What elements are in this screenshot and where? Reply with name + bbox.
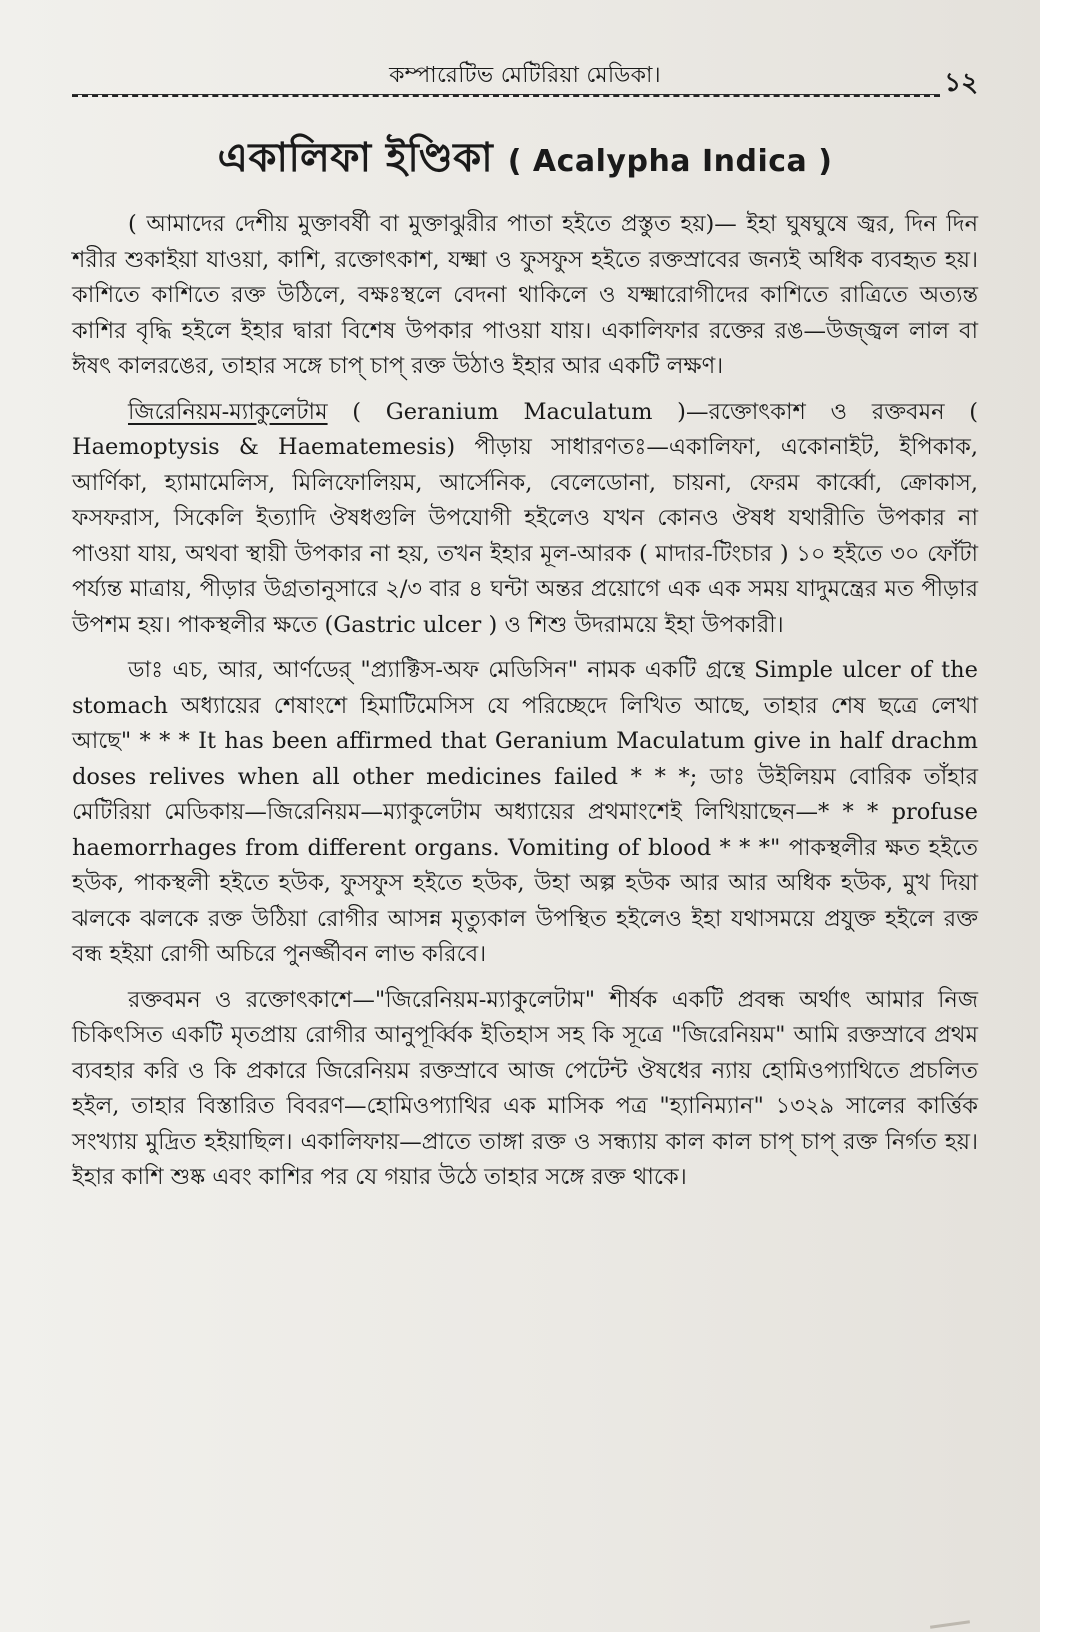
section-heading: [72, 126, 978, 193]
paragraph-text: ( Geranium Maculatum )—রক্তোৎকাশ ও রক্তবমন ( Haemoptysis & Haematemesis) পীড়ায় সাধারণতঃ—একালিফা, একোনাইট, ইপিকাক, আর্ণিকা, হ্যামামেলিস, মিলিফোলিয়ম, আর্সেনিক, বেলেডোনা, চায়না, ফেরম কার্ব্বো, ক্রোকাস, ফসফরাস, সিকেলি ইত্যাদি ঔষধগুলি উপযোগী হইলেও যখন কোনও ঔষধ যথারীতি উপকার না পাওয়া যায়, অথবা স্থায়ী উপকার না হয়, তখন ইহার মূল-আরক ( মাদার-টিংচার ) ১০ হইতে ৩০ ফোঁটা পর্য্যন্ত মাত্রায়, পীড়ার উগ্রতানুসারে ২/৩ বার ৪ ঘন্টা অন্তর প্রয়োগে এক এক সময় যাদুমন্ত্রের মত পীড়ার উপশম হয়। পাকস্থলীর ক্ষতে (Gastric ulcer ) ও শিশু উদরাময়ে ইহা উপকারী।: [72, 398, 978, 638]
section-title-bengali: একালিফা ইণ্ডিকা: [217, 134, 494, 181]
page-number: ১২: [944, 68, 978, 98]
running-title: কম্পারেটিভ মেটিরিয়া মেডিকা।: [389, 63, 661, 88]
paragraph-text: ( আমাদের দেশীয় মুক্তাবর্ষী বা মুক্তাঝুরীর পাতা হইতে প্রস্তুত হয়)— ইহা ঘুষঘুষে জ্বর, দিন দিন শরীর শুকাইয়া যাওয়া, কাশি, রক্তোৎকাশ, যক্ষ্মা ও ফুসফুস হইতে রক্তস্রাবের জন্যই অধিক ব্যবহৃত হয়। কাশিতে কাশিতে রক্ত উঠিলে, বক্ষঃস্থলে বেদনা থাকিলে ও যক্ষ্মারোগীদের কাশিতে রাত্রিতে অত্যন্ত কাশির বৃদ্ধি হইলে ইহার দ্বারা বিশেষ উপকার পাওয়া যায়। একালিফার রক্তের রঙ—উজ্জ্বল লাল বা ঈষৎ কালরঙের, তাহার সঙ্গে চাপ্ চাপ্ রক্ত উঠাও ইহার আর একটি লক্ষণ।: [72, 211, 978, 379]
paragraph-citations: [72, 653, 978, 973]
page-body: [72, 120, 978, 1206]
header-dashed-rule: [72, 95, 940, 97]
paragraph-text: ডাঃ এচ, আর, আর্ণডের্ "প্র্যাক্টিস-অফ মেডিসিন" নামক একটি গ্রন্থে Simple ulcer of the stomach অধ্যায়ের শেষাংশে হিমাটিমেসিস যে পরিচ্ছেদে লিখিত আছে, তাহার শেষ ছত্রে লেখা আছে" * * * It has been affirmed that Geranium Maculatum give in half drachm doses relives when all other medicines failed * * *; ডাঃ উইলিয়ম বোরিক তাঁহার মেটিরিয়া মেডিকায়—জিরেনিয়ম—ম্যাকুলেটাম অধ্যায়ের প্রথমাংশেই লিখিয়াছেন—* * * profuse haemorrhages from different organs. Vomiting of blood * * *" পাকস্থলীর ক্ষত হইতে হউক, পাকস্থলী হইতে হউক, ফুসফুস হইতে হউক, উহা অল্প হউক আর আর অধিক হউক, মুখ দিয়া ঝলকে ঝলকে রক্ত উঠিয়া রোগীর আসন্ন মৃত্যুকাল উপস্থিত হইলেও ইহা যথাসময়ে প্রযুক্ত হইলে রক্ত বন্ধ হইয়া রোগী অচিরে পুনর্জ্জীবন লাভ করিবে।: [72, 657, 978, 967]
paragraph-text: রক্তবমন ও রক্তোৎকাশে—"জিরেনিয়ম-ম্যাকুলেটাম" শীর্ষক একটি প্রবন্ধ অর্থাৎ আমার নিজ চিকিৎসিত একটি মৃতপ্রায় রোগীর আনুপূর্ব্বিক ইতিহাস সহ কি সূত্রে "জিরেনিয়ম" আমি রক্তস্রাবে প্রথম ব্যবহার করি ও কি প্রকারে জিরেনিয়ম রক্তস্রাবে আজ পেটেন্ট ঔষধের ন্যায় হোমিওপ্যাথিতে প্রচলিত হইল, তাহার বিস্তারিত বিবরণ—হোমিওপ্যাথির এক মাসিক পত্র "হ্যানিম্যান" ১৩২৯ সালের কার্ত্তিক সংখ্যায় মুদ্রিত হইয়াছিল। একালিফায়—প্রাতে তাঙ্গা রক্ত ও সন্ধ্যায় কাল কাল চাপ্ চাপ্ রক্ত নির্গত হয়। ইহার কাশি শুষ্ক এবং কাশির পর যে গয়ার উঠে তাহার সঙ্গে রক্ত থাকে।: [72, 986, 978, 1190]
paragraph-acalypha: [72, 207, 978, 385]
paragraph-history: [72, 983, 978, 1196]
paragraph-geranium: [72, 395, 978, 644]
page-corner-mark: [930, 1620, 970, 1629]
paragraph-lead-term: জিরেনিয়ম-ম্যাকুলেটাম: [128, 398, 328, 425]
running-header: [72, 52, 978, 98]
section-title-latin: ( Acalypha Indica ): [507, 144, 833, 179]
